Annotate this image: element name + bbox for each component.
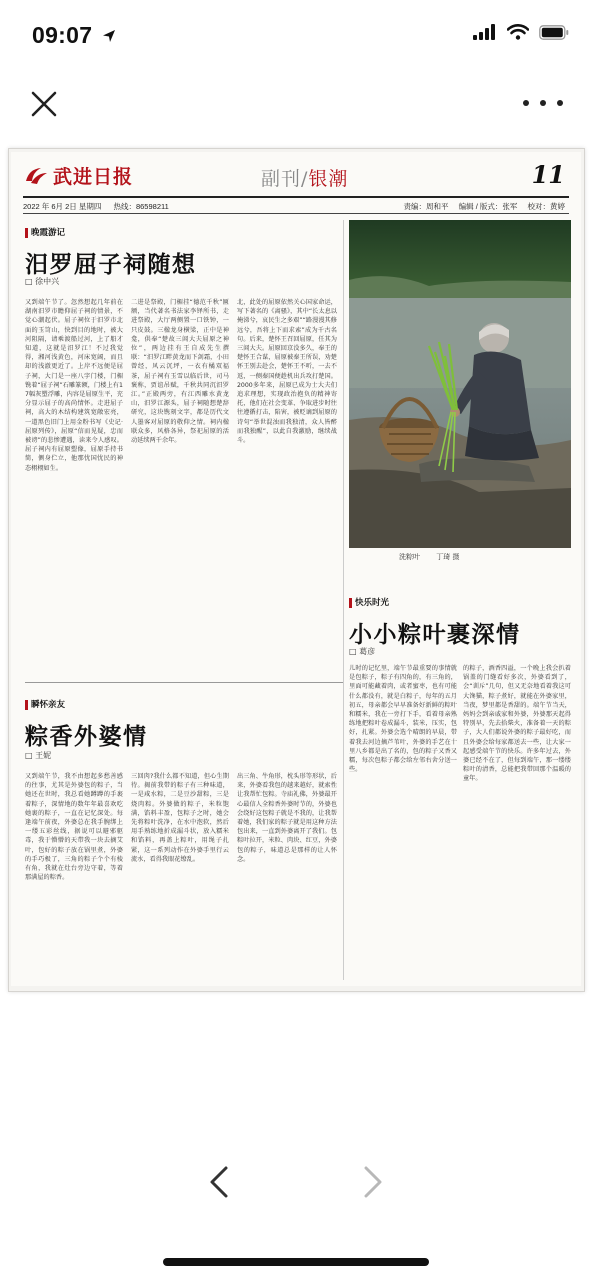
issue-info-line xyxy=(23,199,569,213)
more-options-button[interactable] xyxy=(523,86,563,120)
home-indicator[interactable] xyxy=(163,1258,429,1266)
layout-credit: 编辑 / 版式：张军 xyxy=(458,202,518,211)
forward-chevron-icon[interactable] xyxy=(360,1164,386,1200)
byline-marker-icon: □ xyxy=(25,277,36,286)
proof-credit: 校对：黄婷 xyxy=(527,202,565,211)
page-number: 11 xyxy=(531,160,565,189)
cellular-signal-icon xyxy=(473,24,497,40)
article-3-author: 葛彦 xyxy=(359,647,376,656)
issue-date: 2022 年 6月 2日 星期四 xyxy=(23,202,102,211)
byline-marker-icon: □ xyxy=(349,647,360,656)
article-1-byline xyxy=(25,276,59,287)
article-2-headline: 粽香外婆情 xyxy=(25,723,148,750)
newspaper-page-viewer[interactable] xyxy=(8,148,585,992)
wifi-icon xyxy=(507,24,529,40)
article-1-column-3: 北，此处的屈原依然关心国家命运，写下著名的《离骚》，其中“长太息以掩涕兮，哀民生之多艰”“路漫漫其修远兮，吾将上下而求索”成为千古名句。后来，楚怀王召回屈原，任其为三闾大夫。屈原回京没多久，奉王的楚怀王合谋，屈原被秦王所误，劝楚怀王别去赴会，楚怀王不听，一去不返，一侧秦国便趁机出兵攻打楚国。2000多年来，屈原已成为士大夫们追求理想，实现政治抱负的精神寄托，他们在社会变革、争取进步时往往遵循打击，陷害，被贬谪到屈原的诗句“举世混浊而我独清，众人皆醉而我独醒”，以此自我激励，继续战斗。 xyxy=(237,299,337,445)
viewer-top-bar xyxy=(0,72,591,136)
status-icons xyxy=(473,24,569,40)
editor-credit: 责编：周和平 xyxy=(403,202,449,211)
article-3-column-2: 的粽子，酒香四溢，一个晚上我会扒着锅盖的门缝看好多次，外婆看到了，会“训斥”几句，但又无奈地看着我这可大馋猫，粽子煮好，就能在外婆家里，当夜，梦里都是香甜的。端午节当天，妈妈会到亲戚家和外婆，外婆那天起得特别早，先去拾柴火，准备着一天的粽子，大人们都说外婆的粽子最好吃，而且外婆会给每家都送去一些，让大家一起感受端午节的快乐。许多年过去，外婆已经不在了，但每到端午，那一缕缕粽叶的清香，总能把我带回那个温暖的童年。 xyxy=(463,665,571,783)
photo-washing-zongzi-leaves xyxy=(349,220,571,548)
article-2-column-2: 三回肉?我什么都不知道，但心生期待。揭前我带的粽子有三种味道，一是咸水粽，二是豆沙甜粽，三是烧肉粽。外婆做的粽子，米粒饱满，馅料丰盈，包粽子之时，她会先将粽叶洗净，在水中泡软，然后用手熟练地折成漏斗状，放入糯米和馅料，再盖上粽叶，用绳子扎紧，这一系列动作在外婆手里行云流水，看得我眼花缭乱。 xyxy=(131,773,229,863)
newspaper-page xyxy=(11,152,581,986)
article-1-column-1: 又到端午节了。忽然想起几年前在湖南汨罗市瞻仰屈子祠的情景，不觉心潮起伏。屈子祠位于汨罗市北面的玉笥山，快到目的地时，被大河阻隔，请乘渡船过河，上了船才知道，这就是汨罗江！不过我觉得，湘河浅黄色，河床宽阔，而且却的浅澈更近了。上岸不远便是屈子祠，大门是一座八字门楼，门楣镌着“屈子祠”石雕篆额，门楼上有17幅灰塑浮雕，内容是屈原生平，充分显示屈子的高尚情怀。走进屈子祠，高大的木结构建筑宽敞宏亮，一道黑色旧门上用金粉书写《史记·屈原列传》，屈原“信而见疑，忠而被谤”的悲惨遭遇，读来令人感叹。屈子祠内有屈原塑像，屈原手持书简，侧身伫立，他那忧国忧民的神态栩栩如生。 xyxy=(25,299,123,472)
photo-caption xyxy=(399,552,473,562)
article-2-author: 王妮 xyxy=(35,751,52,760)
close-icon[interactable] xyxy=(28,88,60,120)
article-1-column-tag xyxy=(25,220,65,239)
back-chevron-icon[interactable] xyxy=(206,1164,232,1200)
photo-caption-title: 洗粽叶 xyxy=(399,553,420,561)
article-3-byline xyxy=(349,646,375,657)
section-main-label: 银潮 xyxy=(308,168,349,190)
more-dot-icon xyxy=(540,100,546,106)
status-time xyxy=(32,22,117,49)
battery-icon xyxy=(539,25,569,40)
article-3-column-1: 儿时的记忆里，端午节最重要的事情就是包粽子，粽子有四角的，有三角的，里面可能藏着肉，或者蜜枣，也有可能什么都没有，就是白粽子，每年的五月初五，母亲都会早早准备好新鲜的粽叶和糯米，我在一旁打下手，看着母亲熟练地把粽叶卷成漏斗，装米，压实，包好，扎紧。外婆会选个晴朗的早晨，带着我去河边摘芦苇叶，外婆的手艺在十里八乡都是出了名的，包的粽子又香又糯，每次包粽子都会给左邻右舍分送一些。 xyxy=(349,665,457,774)
article-3-column-tag xyxy=(349,590,389,609)
article-1-headline: 汨罗屈子祠随想 xyxy=(25,251,197,278)
photo-illustration xyxy=(349,220,571,548)
article-2-column-3: 出三角、牛角形，枕头形等形状，后来，外婆看我包的越来越好，就索性让我帮忙包粽。寺庙礼佛，外婆最开心最信人全粽香外婆时节的，外婆也会绕好这包粽子就是不我的，让我帮着她，我们家的粽子就是用这种方法包出来，一直到外婆离开了我们。包粽叶拉开，米粒、肉块、红豆，外婆包的粽子，味道总是那样的让人怀念。 xyxy=(237,773,337,863)
article-3-headline: 小小粽叶裹深情 xyxy=(349,621,521,648)
status-time-text: 09:07 xyxy=(32,22,93,48)
newspaper-logo xyxy=(23,162,133,189)
masthead-rule xyxy=(23,196,569,198)
article-2-byline xyxy=(25,750,51,761)
hotline: 热线：86598211 xyxy=(113,202,169,211)
newspaper-logo-icon xyxy=(23,165,49,187)
more-dot-icon xyxy=(557,100,563,106)
column-label: 快乐时光 xyxy=(349,598,389,608)
newspaper-logo-text: 武进日报 xyxy=(53,166,134,188)
more-dot-icon xyxy=(523,100,529,106)
info-rule xyxy=(23,213,569,214)
column-divider xyxy=(343,220,344,980)
article-2-column-1: 又到端午节，我不由想起多愁善感的往事，尤其是外婆包的粽子，当她还在世时，我总看她蹲蹲的手裹着粽子，深情地的数年年最喜欢吃她裹的粽子，一直在记忆深处。每逢端午前夜，外婆总在我手腕绑上一缕五彩丝线，据说可以避邪驱毒，我于懵懵的天带我一块去摘艾叶，包好的粽子放在锅里煮，外婆的手巧极了，三角的粽子个个有棱有角，我就在灶台旁边守着，等着那满屋的粽香。 xyxy=(25,773,123,882)
article-1-author: 徐中兴 xyxy=(35,277,60,286)
section-title xyxy=(261,164,348,191)
masthead xyxy=(23,160,569,194)
photo-caption-author: 丁琦 摄 xyxy=(436,553,460,561)
section-divider xyxy=(25,682,343,683)
location-arrow-icon xyxy=(101,28,117,44)
bottom-navigation xyxy=(0,1148,591,1218)
column-label: 瞬怀亲友 xyxy=(25,700,65,710)
byline-marker-icon: □ xyxy=(25,751,36,760)
section-sub-label: 副刊/ xyxy=(261,168,309,190)
status-bar xyxy=(0,0,591,70)
article-2-column-tag xyxy=(25,692,65,711)
article-1-column-2: 二进是祭殿，门楣挂“德范千秋”匾额，当代著名书法家李铎所书，走进祭殿，大厅两侧置一口铁钟，一只皮鼓。三楹龙身横梁，正中是神龛，供奉“楚故三闾大夫屈原之神位”，两边挂有王自成先生撰联：“汨罗江畔黄龙而下剑霜，小田曾经，风云沉坪，一衣有橘双福茶，屈子祠有玉雪以临后世，司马褒称，贾谊吊赋，千秋共同沉汨罗江。”正殿两旁，有江西雕水黄龙山，汨罗江源头，屈子祠随想楚辞研究，这块镌刻文字，都是历代文人墨客对屈原的敬仰之情。祠内楹联众多，风格各异，祭祀屈原的活动延续两千余年。 xyxy=(131,299,229,445)
column-label: 晚霞游记 xyxy=(25,228,65,238)
